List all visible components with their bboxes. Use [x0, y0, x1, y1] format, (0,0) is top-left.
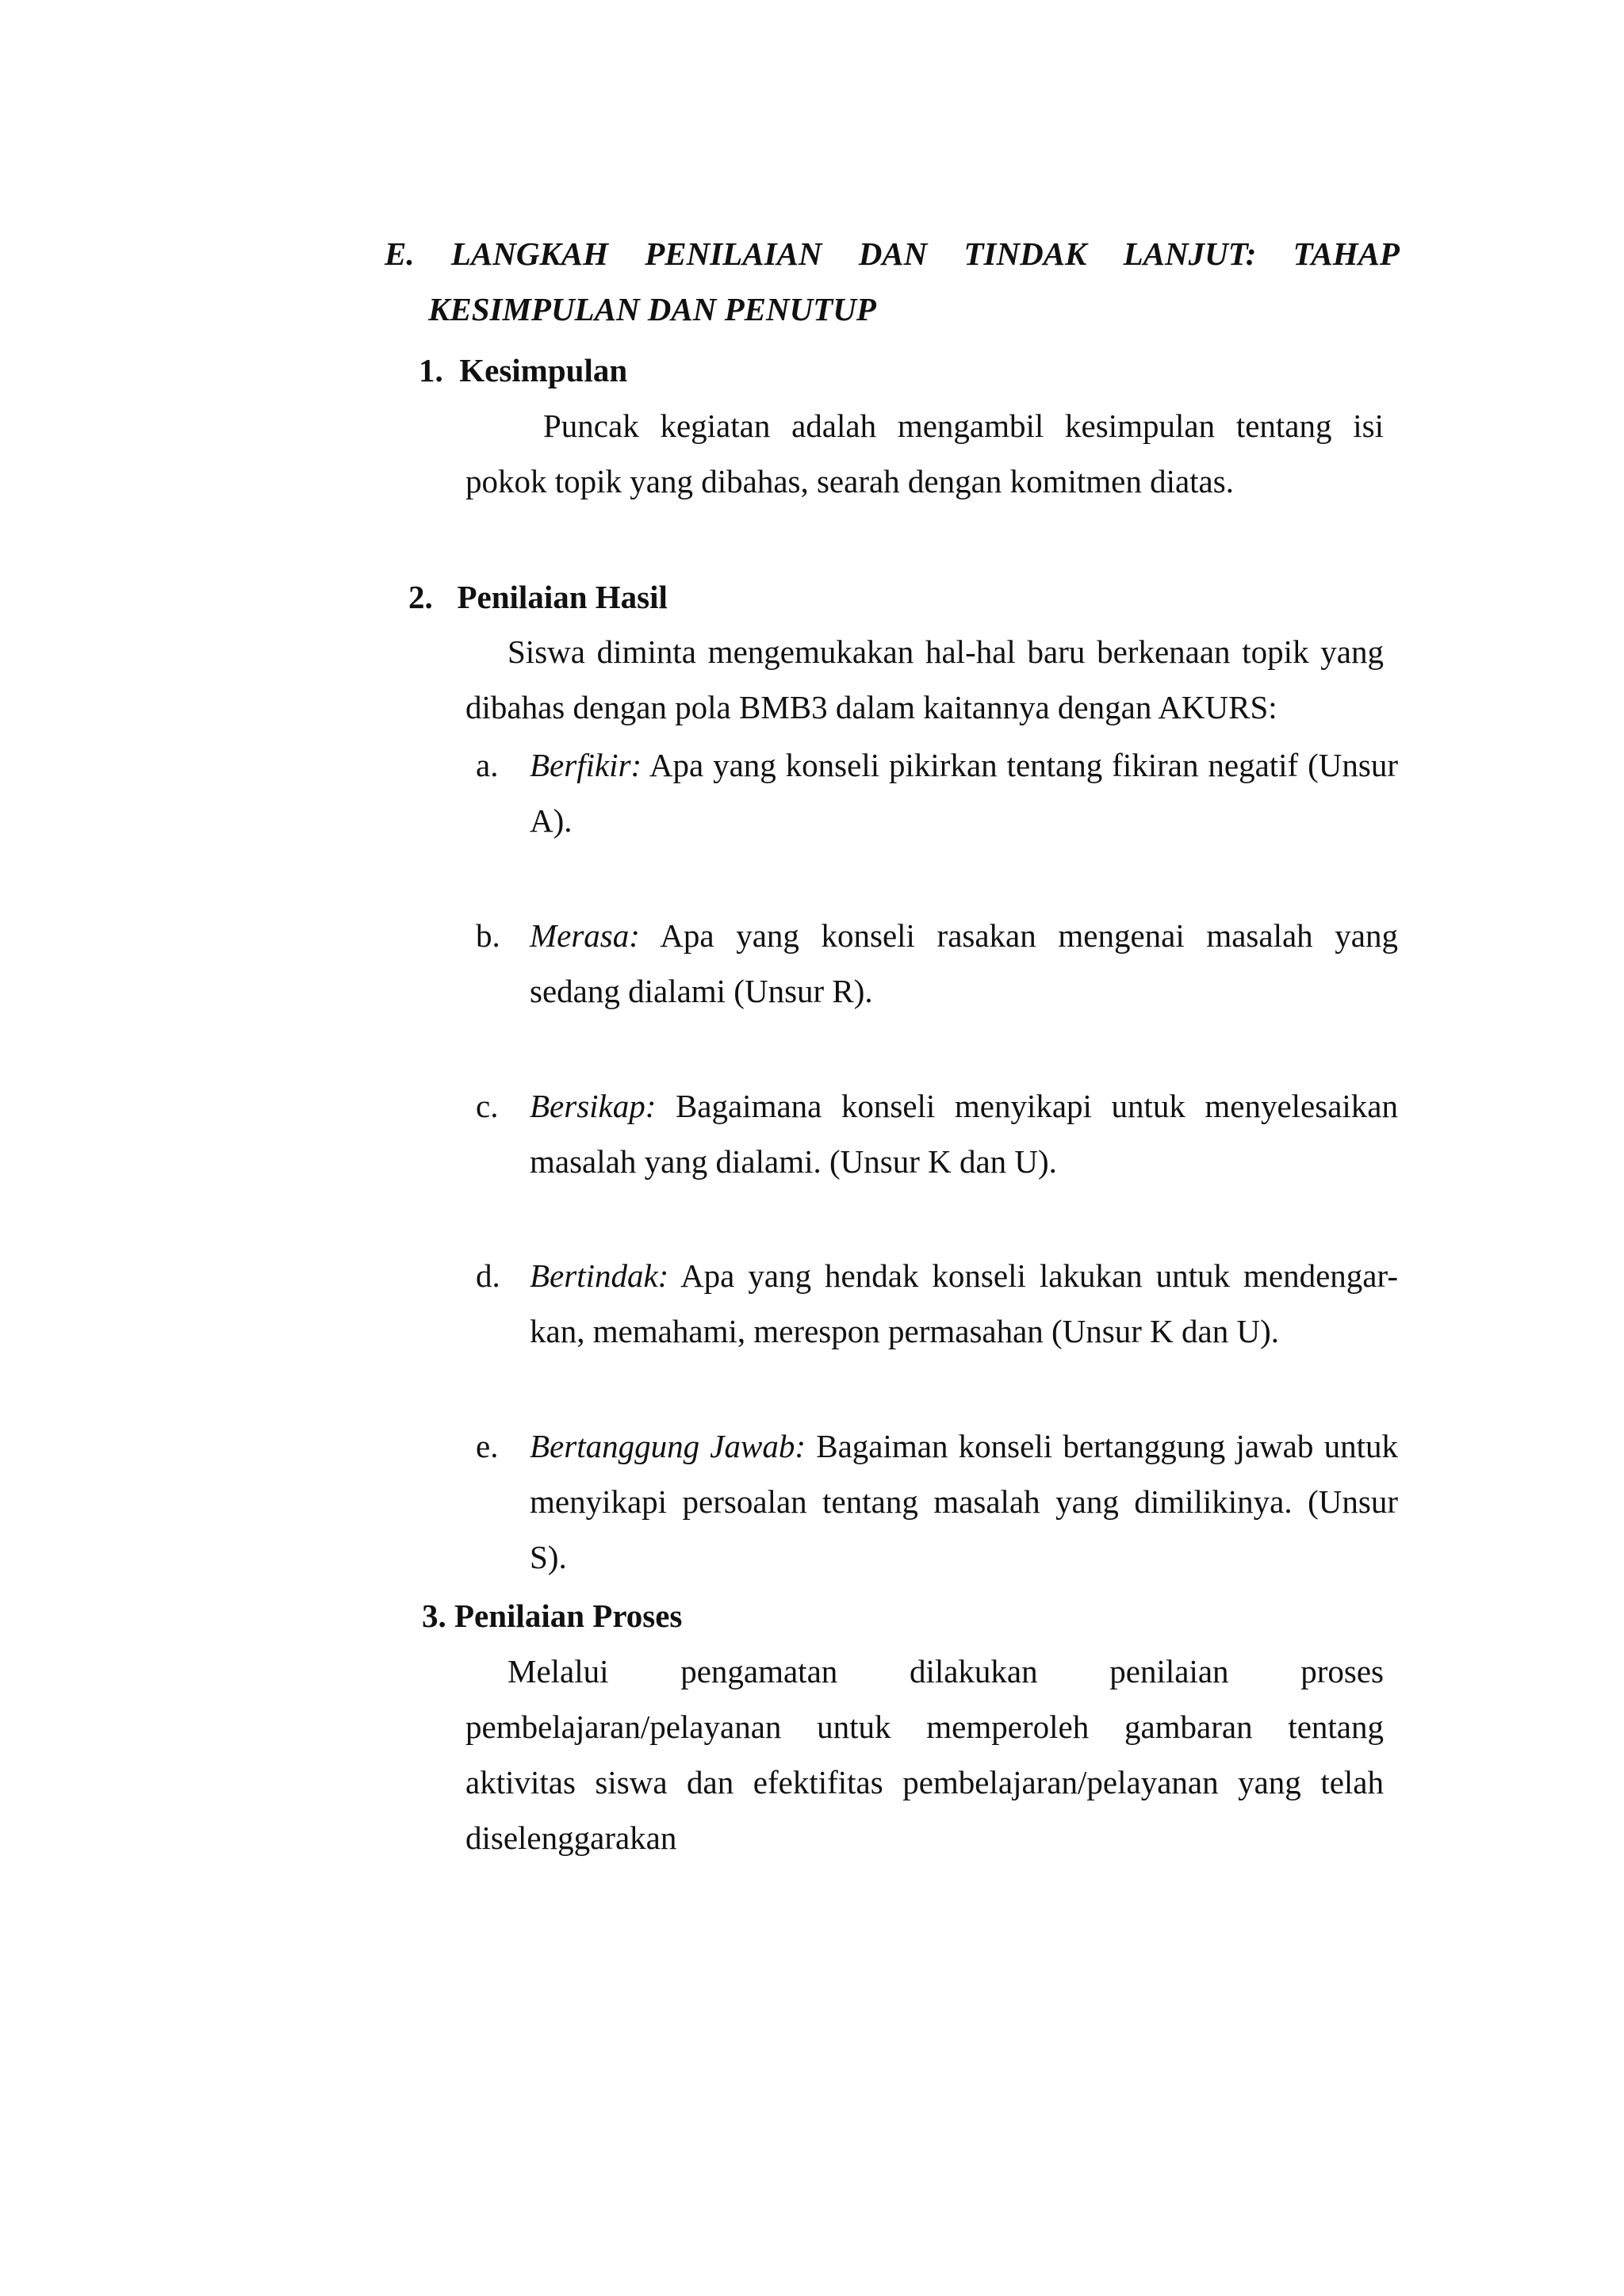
paragraph-penilaian-hasil: Siswa diminta mengemukakan hal-hal baru berkenaan topik yang dibahas dengan pola BMB3 dalam kaitannya dengan AKURS:	[465, 633, 1384, 725]
subsection-title: Kesimpulan	[459, 352, 628, 388]
list-term: Berfikir:	[530, 747, 642, 783]
heading-word: TAHAP	[1293, 235, 1400, 272]
subsection-heading-3	[422, 1588, 682, 1644]
subsection-heading-1	[419, 342, 627, 398]
subsection-heading-2	[408, 569, 668, 625]
list-item-d	[476, 1248, 1398, 1359]
list-item-e	[476, 1418, 1398, 1585]
list-item-a	[476, 737, 1398, 848]
heading-word: DAN	[858, 235, 928, 272]
list-term: Bersikap:	[530, 1088, 657, 1124]
section-heading	[385, 226, 1400, 337]
list-marker: e.	[476, 1428, 499, 1464]
heading-word: TINDAK	[963, 235, 1087, 272]
heading-word: PENILAIAN	[645, 235, 822, 272]
heading-word: LANJUT:	[1123, 235, 1257, 272]
list-marker: b.	[476, 917, 500, 954]
section-letter: E.	[385, 235, 415, 272]
list-term: Merasa:	[530, 917, 640, 954]
list-term: Bertindak:	[530, 1257, 669, 1294]
list-text: Bagaiman konseli bertanggung jawab untuk menyikapi persoalan tentang masalah yang dimilikinya. (Unsur S).	[530, 1428, 1398, 1575]
list-item-b	[476, 908, 1398, 1019]
list-marker: c.	[476, 1088, 499, 1124]
list-text: Apa yang konseli rasakan mengenai masalah yang sedang dialami (Unsur R).	[530, 917, 1398, 1009]
list-term: Bertanggung Jawab:	[530, 1428, 806, 1464]
subsection-title: Penilaian Hasil	[457, 579, 668, 615]
list-marker: a.	[476, 747, 499, 783]
paragraph-penilaian-proses: Melalui pengamatan dilakukan penilaian proses pembelajaran/pelayanan untuk memperoleh gambaran tentang aktivitas siswa dan efektifitas pembelajaran/pelayanan yang telah diselenggarakan	[465, 1653, 1384, 1856]
list-item-c	[476, 1078, 1398, 1189]
list-text: Apa yang konseli pikirkan tentang fikiran negatif (Unsur A).	[530, 747, 1398, 839]
heading-word: LANGKAH	[450, 235, 609, 272]
subsection-number: 2.	[408, 579, 433, 615]
paragraph-kesimpulan: Puncak kegiatan adalah mengambil kesimpulan tentang isi pokok topik yang dibahas, searah dengan komitmen diatas.	[465, 408, 1384, 499]
list-text: Bagaimana konseli menyikapi untuk menyelesaikan masalah yang dialami. (Unsur K dan U).	[530, 1088, 1398, 1180]
list-marker: d.	[476, 1257, 500, 1294]
subsection-title: Penilaian Proses	[454, 1598, 683, 1634]
section-heading-line2: KESIMPULAN DAN PENUTUP	[428, 291, 876, 327]
section-heading-line1	[385, 226, 1400, 281]
list-text: Apa yang hendak konseli lakukan untuk mendengar-kan, memahami, merespon permasahan (Unsur K dan U).	[530, 1257, 1398, 1349]
subsection-number: 3.	[422, 1598, 446, 1634]
subsection-number: 1.	[419, 352, 443, 388]
